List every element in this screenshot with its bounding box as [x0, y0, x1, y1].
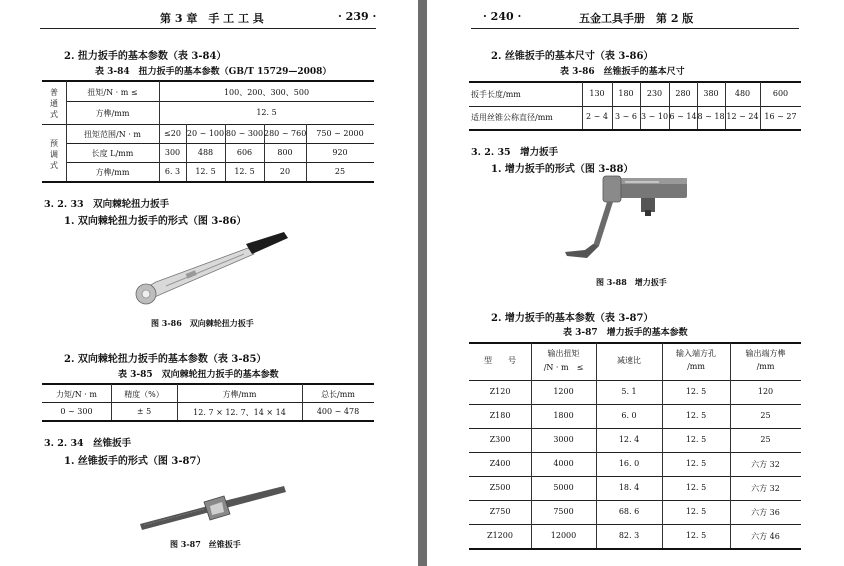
tap-wrench-image: [138, 484, 288, 532]
book-spine: [418, 0, 427, 566]
sub-heading: 2. 双向棘轮扭力扳手的基本参数（表 3-85）: [64, 354, 267, 365]
table-header: /mm: [687, 362, 705, 371]
table-header: 输出扭矩: [547, 349, 580, 358]
table-cell: 12. 5: [685, 483, 707, 492]
table-header: 方榫/mm: [222, 390, 257, 399]
table-header: 输入端方孔: [676, 349, 716, 358]
header-rule: [40, 28, 376, 29]
table-cell: 480: [734, 89, 751, 98]
table-cell: 800: [277, 148, 293, 157]
table-cell: Z120: [489, 387, 511, 396]
table-header: 力矩/N · m: [56, 390, 97, 399]
table-cell: 方榫/mm: [95, 168, 130, 177]
table-cell: 12. 5: [685, 435, 707, 444]
table-cell: 180: [618, 89, 634, 98]
table-cell: 4000: [553, 459, 574, 468]
table-header: 型 号: [484, 356, 516, 365]
table-header: /mm: [756, 362, 775, 371]
table-cell: 280: [675, 89, 691, 98]
table-cell: 12. 4: [618, 435, 640, 444]
table-cell: 3 ~ 10: [640, 112, 669, 121]
table-cell: 扳手长度/mm: [471, 90, 521, 99]
table-cell: 20 ~ 100: [186, 129, 225, 138]
table-cell: 600: [772, 89, 789, 98]
table-cell: 12. 7 × 12. 7、14 × 14: [193, 408, 286, 417]
table-cell: 12000: [550, 531, 577, 540]
group-label-char: 预: [50, 139, 58, 148]
table-cell: 6 ~ 14: [669, 112, 697, 121]
table-cell: 8 ~ 18: [697, 112, 725, 121]
sub-heading: 1. 增力扳手的形式（图 3-88）: [491, 164, 634, 175]
table-cell: 5000: [553, 483, 574, 492]
table-cell: ≤20: [164, 129, 181, 138]
table-cell: 2 ~ 4: [586, 112, 608, 121]
table-cell: 12. 5: [685, 387, 707, 396]
table-cell: 82. 3: [618, 531, 640, 540]
table-85-title: 表 3-85 双向棘轮扭力扳手的基本参数: [118, 370, 279, 380]
torque-multiplier-image: [563, 174, 687, 266]
table-cell: 长度 L/mm: [91, 149, 134, 158]
table-cell: 方榫/mm: [95, 109, 130, 118]
table-cell: 6. 3: [164, 167, 181, 176]
table-cell: 68. 6: [618, 507, 640, 516]
table-cell: 12. 5: [685, 459, 707, 468]
table-cell: 12. 5: [685, 507, 707, 516]
table-cell: 适用丝锥公称直径/mm: [471, 113, 553, 122]
group-label-char: 式: [50, 110, 58, 119]
table-cell: Z400: [489, 459, 511, 468]
section-heading: 3. 2. 33 双向棘轮扭力扳手: [44, 199, 170, 210]
page-number: · 240 ·: [483, 10, 522, 23]
table-cell: ± 5: [136, 407, 152, 416]
table-cell: 230: [646, 89, 663, 98]
table-84-title: 表 3-84 扭力扳手的基本参数（GB/T 15729—2008）: [95, 67, 332, 77]
table-cell: 六方 32: [751, 484, 780, 493]
section-heading: 3. 2. 35 增力扳手: [471, 147, 559, 158]
figure-caption: 图 3-87 丝锥扳手: [170, 539, 241, 549]
table-cell: 12. 5: [234, 167, 255, 176]
table-cell: 18. 4: [618, 483, 640, 492]
figure-caption: 图 3-86 双向棘轮扭力扳手: [151, 318, 254, 328]
chapter-header: 第 3 章 手 工 工 具: [160, 12, 264, 25]
table-header: 精度（%）: [124, 390, 164, 399]
sub-heading: 1. 双向棘轮扭力扳手的形式（图 3-86）: [64, 216, 247, 227]
header-rule: [471, 28, 799, 29]
table-cell: 12. 5: [685, 411, 707, 420]
page-number: · 239 ·: [338, 10, 377, 23]
table-cell: 80 ~ 300: [225, 129, 264, 138]
table-cell: 7500: [553, 507, 574, 516]
table-cell: 六方 36: [751, 508, 780, 517]
table-header: /N · m ≤: [543, 363, 584, 372]
table-cell: 12. 5: [685, 531, 707, 540]
group-label-char: 调: [50, 150, 58, 159]
table-cell: 606: [236, 148, 253, 157]
table-cell: 扭矩范围/N · m: [84, 130, 141, 139]
table-cell: 5. 1: [621, 387, 637, 396]
section-heading: 2. 扭力扳手的基本参数（表 3-84）: [64, 51, 227, 62]
table-cell: 3000: [553, 435, 574, 444]
sub-heading: 1. 丝锥扳手的形式（图 3-87）: [64, 456, 207, 467]
table-cell: Z1200: [487, 531, 513, 540]
table-cell: 16 ~ 27: [764, 112, 797, 121]
table-cell: 1200: [553, 387, 574, 396]
table-cell: 380: [703, 89, 719, 98]
torque-wrench-image: [126, 226, 292, 308]
table-cell: 300: [164, 148, 181, 157]
table-cell: 120: [757, 387, 774, 396]
table-cell: 12. 5: [195, 167, 216, 176]
group-label-char: 式: [50, 161, 58, 170]
table-cell: 488: [197, 148, 214, 157]
table-cell: 六方 46: [751, 532, 780, 541]
table-cell: 280 ~ 760: [264, 129, 307, 138]
table-86-title: 表 3-86 丝锥扳手的基本尺寸: [560, 67, 685, 77]
table-cell: Z180: [489, 411, 511, 420]
table-cell: 920: [332, 148, 348, 157]
table-87-title: 表 3-87 增力扳手的基本参数: [563, 328, 688, 338]
group-label-char: 通: [50, 99, 58, 108]
table-cell: 25: [334, 167, 346, 176]
table-cell: 3 ~ 6: [615, 112, 637, 121]
table-cell: 25: [760, 435, 771, 444]
table-cell: 12 ~ 24: [726, 112, 759, 121]
table-cell: Z300: [489, 435, 511, 444]
sub-heading: 2. 增力扳手的基本参数（表 3-87）: [491, 313, 654, 324]
table-cell: 130: [589, 89, 605, 98]
left-page: [0, 0, 418, 566]
table-cell: 400 ~ 478: [316, 407, 360, 416]
table-cell: 20: [279, 167, 291, 176]
section-heading: 2. 丝锥扳手的基本尺寸（表 3-86）: [491, 51, 654, 62]
figure-caption: 图 3-88 增力扳手: [596, 277, 667, 287]
table-header: 输出端方榫: [745, 349, 786, 358]
table-cell: 6. 0: [621, 411, 637, 420]
table-header: 减速比: [617, 356, 641, 365]
right-page: [427, 0, 844, 566]
table-cell: Z750: [489, 507, 511, 516]
table-cell: 六方 32: [751, 460, 780, 469]
table-cell: 750 ~ 2000: [316, 129, 364, 138]
table-cell: 12. 5: [256, 108, 277, 117]
table-header: 总长/mm: [321, 390, 355, 399]
table-cell: 0 ~ 300: [60, 407, 93, 416]
table-cell: Z500: [489, 483, 511, 492]
table-cell: 扭矩/N · m ≤: [87, 88, 138, 97]
group-label-char: 普: [50, 88, 58, 97]
book-header: 五金工具手册 第 2 版: [579, 12, 694, 25]
section-heading: 3. 2. 34 丝锥扳手: [44, 438, 132, 449]
table-cell: 25: [760, 411, 771, 420]
table-cell: 1800: [553, 411, 574, 420]
table-cell: 16. 0: [618, 459, 640, 468]
table-cell: 100、200、300、500: [223, 88, 310, 97]
